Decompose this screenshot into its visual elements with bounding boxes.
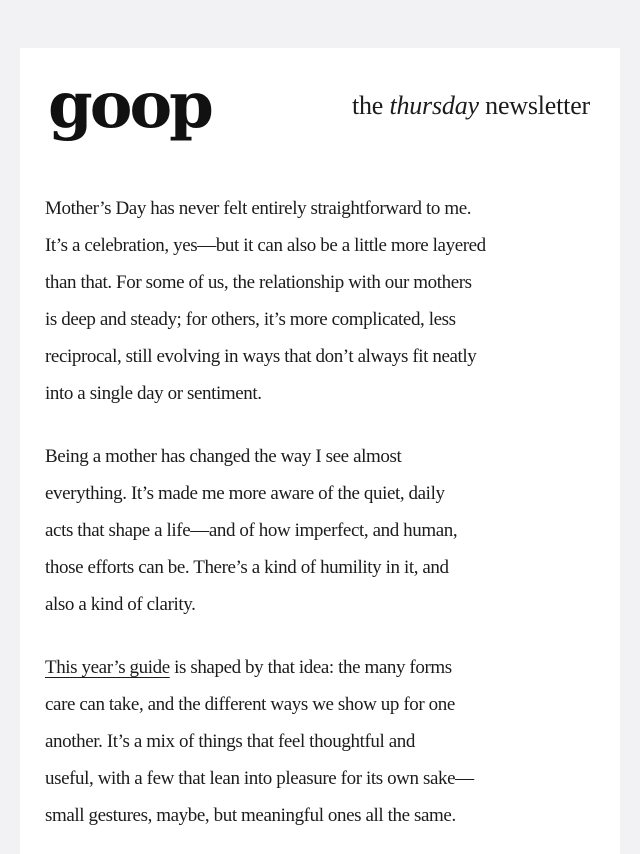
- newsletter-card: [20, 48, 620, 854]
- text-line: Mother’s Day has never felt entirely straightforward to me.: [45, 198, 472, 219]
- text-line: acts that shape a life—and of how imperfect, and human,: [45, 520, 458, 541]
- text-line: everything. It’s made me more aware of the quiet, daily: [45, 483, 445, 504]
- tagline-post: newsletter: [478, 91, 590, 120]
- text-line: [45, 649, 590, 686]
- text-line: Being a mother has changed the way I see almost: [45, 446, 402, 467]
- text-line: useful, with a few that lean into pleasure for its own sake—: [45, 768, 474, 789]
- text-line-rest: is shaped by that idea: the many forms: [169, 657, 452, 678]
- text-line: is deep and steady; for others, it’s more complicated, less: [45, 309, 456, 330]
- text-line: into a single day or sentiment.: [45, 383, 262, 404]
- newsletter-header: [48, 70, 590, 142]
- paragraph-1: [45, 190, 590, 412]
- text-line: care can take, and the different ways we show up for one: [45, 694, 455, 715]
- tagline-thursday: thursday: [389, 91, 479, 120]
- text-line: another. It’s a mix of things that feel thoughtful and: [45, 731, 415, 752]
- text-line: It’s a celebration, yes—but it can also be a little more layered: [45, 235, 486, 256]
- text-line: also a kind of clarity.: [45, 594, 196, 615]
- paragraph-2: [45, 438, 590, 623]
- text-line: small gestures, maybe, but meaningful ones all the same.: [45, 805, 456, 826]
- newsletter-body: [45, 190, 590, 834]
- goop-logo[interactable]: goop: [48, 68, 211, 143]
- tagline-pre: the: [351, 91, 390, 120]
- text-line: those efforts can be. There’s a kind of humility in it, and: [45, 557, 449, 578]
- text-line: than that. For some of us, the relationship with our mothers: [45, 272, 472, 293]
- this-years-guide-link[interactable]: This year’s guide: [45, 657, 170, 678]
- text-line: reciprocal, still evolving in ways that don’t always fit neatly: [45, 346, 477, 367]
- paragraph-3: [45, 649, 590, 834]
- newsletter-tagline: [352, 91, 590, 121]
